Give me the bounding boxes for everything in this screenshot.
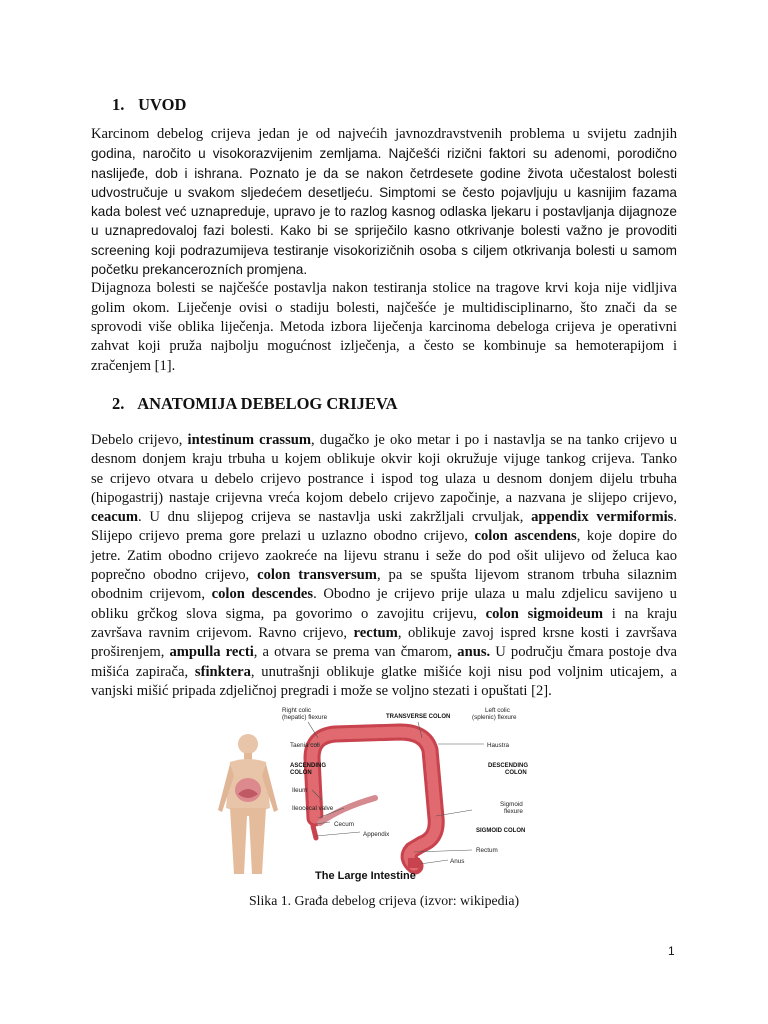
label-ileum: Ileum xyxy=(292,787,308,794)
label-descending-colon-1: DESCENDING xyxy=(488,763,529,769)
section-2-heading xyxy=(112,394,398,414)
text-run: , koje dopire do xyxy=(576,528,678,545)
section-1-line: zračenjem [1]. xyxy=(91,357,176,374)
large-intestine-figure xyxy=(200,698,536,882)
figure-caption: Slika 1. Građa debelog crijeva (izvor: wikipedia) xyxy=(248,893,520,908)
section-1-line: u uznapredovaloj fazi bolesti. Kako bi se spriječilo kasno otkrivanje bolesti važno je provoditi xyxy=(91,223,677,239)
section-2-number: 2. xyxy=(112,394,125,413)
text-run: poprečno obodno crijevo, xyxy=(91,567,258,584)
text-run: . U dnu slijepog crijeva se nastavlja uski zakržljali crvuljak, xyxy=(138,509,532,526)
colon-drawing xyxy=(312,732,436,868)
text-run: , unutrašnji oblikuje glatke mišiće koji nisu pod voljnim uticajem, a xyxy=(250,663,678,680)
section-2-line xyxy=(91,527,677,546)
bold-term: rectum xyxy=(353,624,398,641)
label-appendix: Appendix xyxy=(363,831,390,838)
section-1-line: golim okom. Liječenje ovisi o stadiju bolesti, najčešće je multidisciplinarno, što znači da se xyxy=(91,299,677,316)
section-2-line xyxy=(91,470,677,489)
label-right-colic: Right colic xyxy=(282,707,312,714)
text-run: vanjski mišić pripada zdjeličnoj pregradi i može se voljno stezati i opuštati [2]. xyxy=(91,682,552,699)
bold-term: sfinktera xyxy=(194,663,251,680)
section-2-line xyxy=(91,489,677,508)
section-1-line: udvostručuje u svakom sljedećem desetljeću. Simptomi se često pojavljuju u kasnijim fazama xyxy=(91,184,677,200)
section-2-line xyxy=(91,585,677,604)
figure-title: The Large Intestine xyxy=(315,870,416,882)
text-run: , dugačko je oko metar i po i nastavlja se na tanko crijevo u xyxy=(311,432,678,448)
section-1-line: screening koji podrazumijeva testiranje visokorizičnih osoba s ciljem otkrivanja bolesti u samom xyxy=(91,242,677,258)
bold-term: colon descendes xyxy=(211,586,314,603)
label-cecum: Cecum xyxy=(334,821,354,828)
text-run: U području čmara postoje dva xyxy=(490,644,677,661)
bold-term: colon sigmoideum xyxy=(485,605,604,622)
section-2-line xyxy=(91,450,677,469)
text-run: završava ravnim crijevom. Ravno crijevo, xyxy=(91,624,354,641)
label-taenia-coli: Taenia coli xyxy=(290,742,320,749)
bold-term: ceacum xyxy=(91,509,139,526)
section-2-line xyxy=(91,643,677,662)
text-run: obodnim crijevom, xyxy=(91,586,212,603)
label-transverse-colon: TRANSVERSE COLON xyxy=(386,714,451,720)
bold-term: colon transversum xyxy=(257,567,377,584)
section-1-paragraph xyxy=(91,125,677,376)
bold-term: colon ascendens xyxy=(474,528,577,545)
section-1-line: početku prekancerozních promjena. xyxy=(91,262,308,278)
page-number: 1 xyxy=(668,944,675,958)
section-2-line xyxy=(91,547,677,566)
bold-term: appendix vermiformis xyxy=(531,509,674,526)
label-ileocecal-valve: Ileocecal valve xyxy=(292,805,334,812)
section-1-number: 1. xyxy=(112,95,125,114)
label-ascending-colon-1: ASCENDING xyxy=(290,763,327,769)
text-run: Debelo crijevo, xyxy=(91,432,188,448)
section-2-line xyxy=(91,508,677,527)
label-rectum: Rectum xyxy=(476,847,498,854)
text-run: , a otvara se prema van čmarom, xyxy=(253,644,458,661)
label-haustra: Haustra xyxy=(487,742,510,749)
label-ascending-colon-2: COLON xyxy=(290,770,312,776)
text-run: . Obodno je crijevo prije ulaza u malu zdjelicu savijeno u xyxy=(313,586,677,603)
label-anus: Anus xyxy=(450,858,465,865)
text-run: mišića zapirača, xyxy=(91,663,195,680)
section-1-line: Dijagnoza bolesti se najčešće postavlja nakon testiranja stolice na tragove krvi koja nije vidljiva xyxy=(91,280,677,297)
section-1-line: sprovodi više oblika liječenja. Metoda izbora liječenja karcinoma debeloga crijeva je operativni xyxy=(91,318,677,335)
section-1-line: Karcinom debelog crijeva jedan je od najvećih javnozdravstvenih problema u svijetu zadnjih xyxy=(91,126,677,142)
text-run: se crijevo otvara u debelo crijevo postrance i ispod tog ulaza u desnom donjem dijelu trbuha xyxy=(91,470,677,487)
large-intestine-illustration xyxy=(200,698,536,882)
label-sigmoid-colon: SIGMOID COLON xyxy=(476,828,526,834)
section-1-title: UVOD xyxy=(138,95,187,114)
section-1-line: kada bolest već uznapreduje, upravo je to razlog kasnog odlaska ljekaru i postavljanja dijagnoze xyxy=(91,204,677,220)
section-2-line xyxy=(91,605,677,624)
label-splenic-flexure: (splenic) flexure xyxy=(472,714,517,721)
bold-term: intestinum crassum xyxy=(187,432,312,448)
bold-term: anus. xyxy=(457,644,491,661)
section-2-line xyxy=(91,624,677,643)
label-sigmoid-flexure-2: flexure xyxy=(504,808,523,815)
text-run: desnom donjem kraju trbuha u kojem oblikuje okvir koji okružuje vijuge tankog crijeva. Tanko xyxy=(91,451,677,468)
label-descending-colon-2: COLON xyxy=(505,770,527,776)
text-run: , oblikuje zavoj ispred krsne kosti i završava xyxy=(397,624,677,641)
section-2-paragraph xyxy=(91,431,677,701)
text-run: Slijepo crijevo prema gore prelazi u uzlazno obodno crijevo, xyxy=(91,528,475,545)
text-run: , pa se spušta lijevom stranom trbuha silaznim xyxy=(376,567,677,584)
bold-term: ampulla recti xyxy=(169,644,254,661)
section-2-title: ANATOMIJA DEBELOG CRIJEVA xyxy=(137,394,398,413)
text-run: obliku grčkog slova sigma, pa govorimo o zavojitu crijevu, xyxy=(91,605,486,622)
section-1-line: godina, naročito u visokorazvijenim zemljama. Najčešći rizični faktori su adenomi, porodično xyxy=(91,146,677,162)
section-2-line xyxy=(91,663,677,682)
section-1-line: zahvat koji pruža najbolju mogućnost izlječenja, a često se kombinuje sa hemoterapijom i xyxy=(91,338,677,355)
label-left-colic: Left colic xyxy=(485,707,510,714)
text-run: jetre. Zatim obodno crijevo zaokreće na lijevu stranu i seže do pod ošit ulijevo od želuca kao xyxy=(91,547,677,564)
section-1-heading xyxy=(112,95,186,115)
section-2-line xyxy=(91,431,677,450)
text-run: proširenjem, xyxy=(91,644,170,661)
label-leader-lines xyxy=(308,722,484,864)
label-sigmoid-flexure-1: Sigmoid xyxy=(500,801,523,808)
section-2-line xyxy=(91,566,677,585)
text-run: i na kraju xyxy=(603,605,677,622)
text-run: (hipogastrij) nastaje crijevna vreća kojom debelo crijevo započinje, a nazvana je slijepo crijevo, xyxy=(91,489,677,506)
label-hepatic-flexure: (hepatic) flexure xyxy=(282,714,328,721)
section-1-line: naslijeđe, dob i ishrana. Poznato je da se nakon četrdesete godine života učestalost bolesti xyxy=(91,165,677,181)
text-run: . xyxy=(673,509,677,526)
human-body-figure xyxy=(218,734,278,874)
